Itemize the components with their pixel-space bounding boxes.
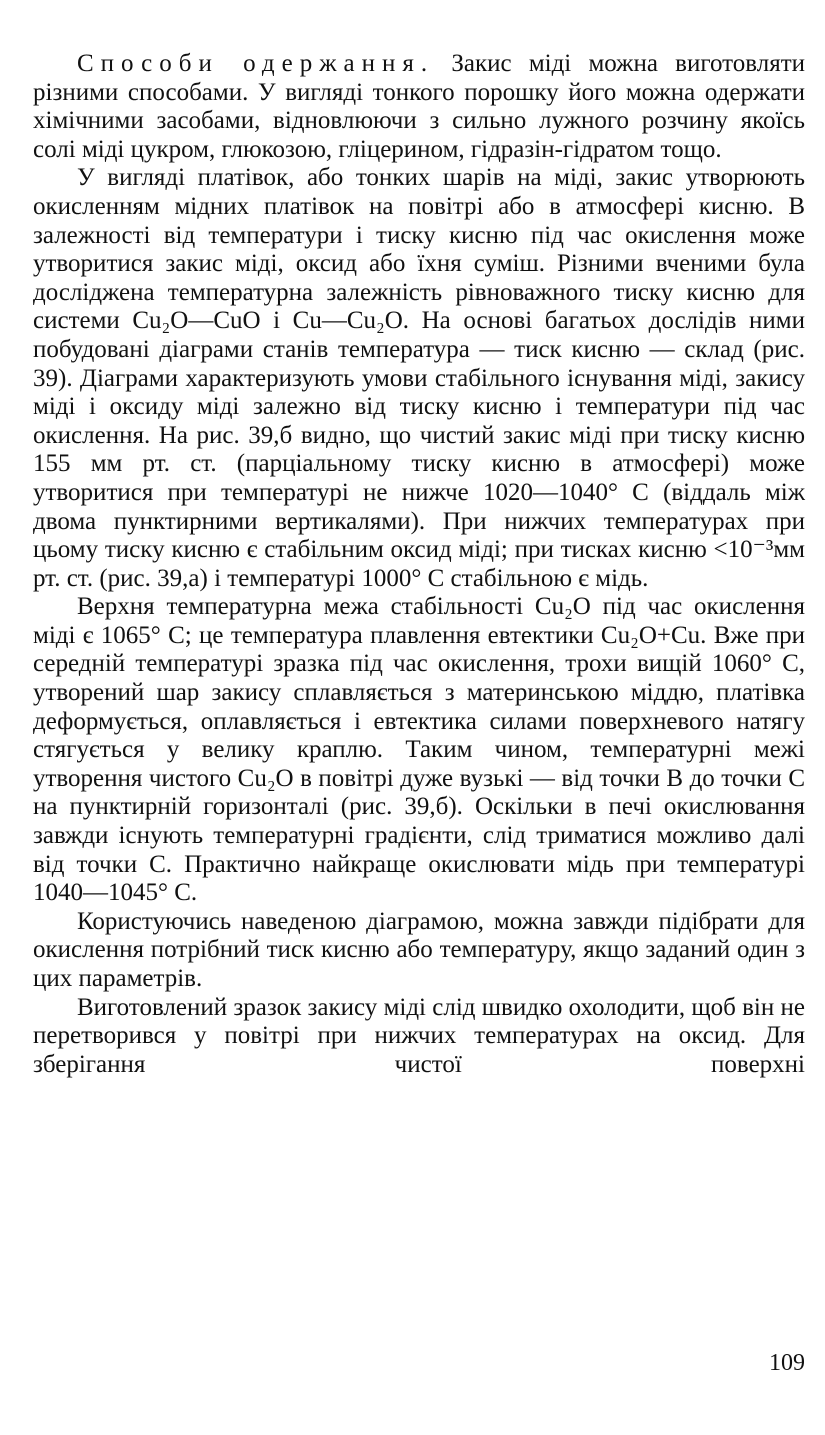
- paragraph-oxidation-plates: У вигляді платівок, або тонких шарів на міді, закис утворюють окисленням мідних платівок на повітрі або в атмосфері кисню. В залежності від температури і тиску кисню під час окислення може утворитися закис міді, оксид або їхня суміш. Різними вченими була досліджена температурна залежність рівноважного тиску кисню для системи Cu₂O—CuO і Cu—Cu₂O. На основі багатьох дослідів ними побудовані діаграми станів температура — тиск кисню — склад (рис. 39). Діаграми характеризують умови стабільного існування міді, закису міді і оксиду міді залежно від тиску кисню і температури під час окислення. На рис. 39,б видно, що чистий закис міді при тиску кисню 155 мм рт. ст. (парціальному тиску кисню в атмосфері) може утворитися при температурі не нижче 1020—1040° С (віддаль між двома пунктирними вертикалями). При нижчих температурах при цьому тиску кисню є стабільним оксид міді; при тисках кисню <10⁻³мм рт. ст. (рис. 39,а) і температурі 1000° С стабільною є мідь.: [33, 164, 805, 592]
- page-number: 109: [769, 1350, 805, 1376]
- paragraph-temperature-limit: Верхня температурна межа стабільності Cu₂O під час окислення міді є 1065° С; це температура плавлення евтектики Cu₂O+Cu. Вже при середній температурі зразка під час окислення, трохи вищій 1060° С, утворений шар закису сплавляється з материнською міддю, платівка деформується, оплавляється і евтектика силами поверхневого натягу стягується у велику краплю. Таким чином, температурні межі утворення чистого Cu₂O в повітрі дуже вузькі — від точки В до точки С на пунктирній горизонталі (рис. 39,б). Оскільки в печі окислювання завжди існують температурні градієнти, слід триматися можливо далі від точки С. Практично найкраще окислювати мідь при температурі 1040—1045° С.: [33, 593, 805, 907]
- section-lead-heading: Способи одержання.: [77, 50, 435, 77]
- paragraph-diagram-usage: Користуючись наведеною діаграмою, можна завжди підібрати для окислення потрібний тиск кисню або температуру, якщо заданий один з цих параметрів.: [33, 907, 805, 992]
- paragraph-text: Закис міді можна виготовляти різними способами. У вигляді тонкого порошку його можна одержати хімічними засобами, відновлюючи з сильно лужного розчину якоїсь солі міді цукром, глюкозою, гліцерином, гідразін-гідратом тощо.: [33, 50, 806, 163]
- paragraph-preparation-methods: [33, 50, 805, 164]
- paragraph-cooling: Виготовлений зразок закису міді слід швидко охолодити, щоб він не перетворився у повітрі при нижчих температурах на оксид. Для зберігання чистої поверхні: [33, 993, 805, 1078]
